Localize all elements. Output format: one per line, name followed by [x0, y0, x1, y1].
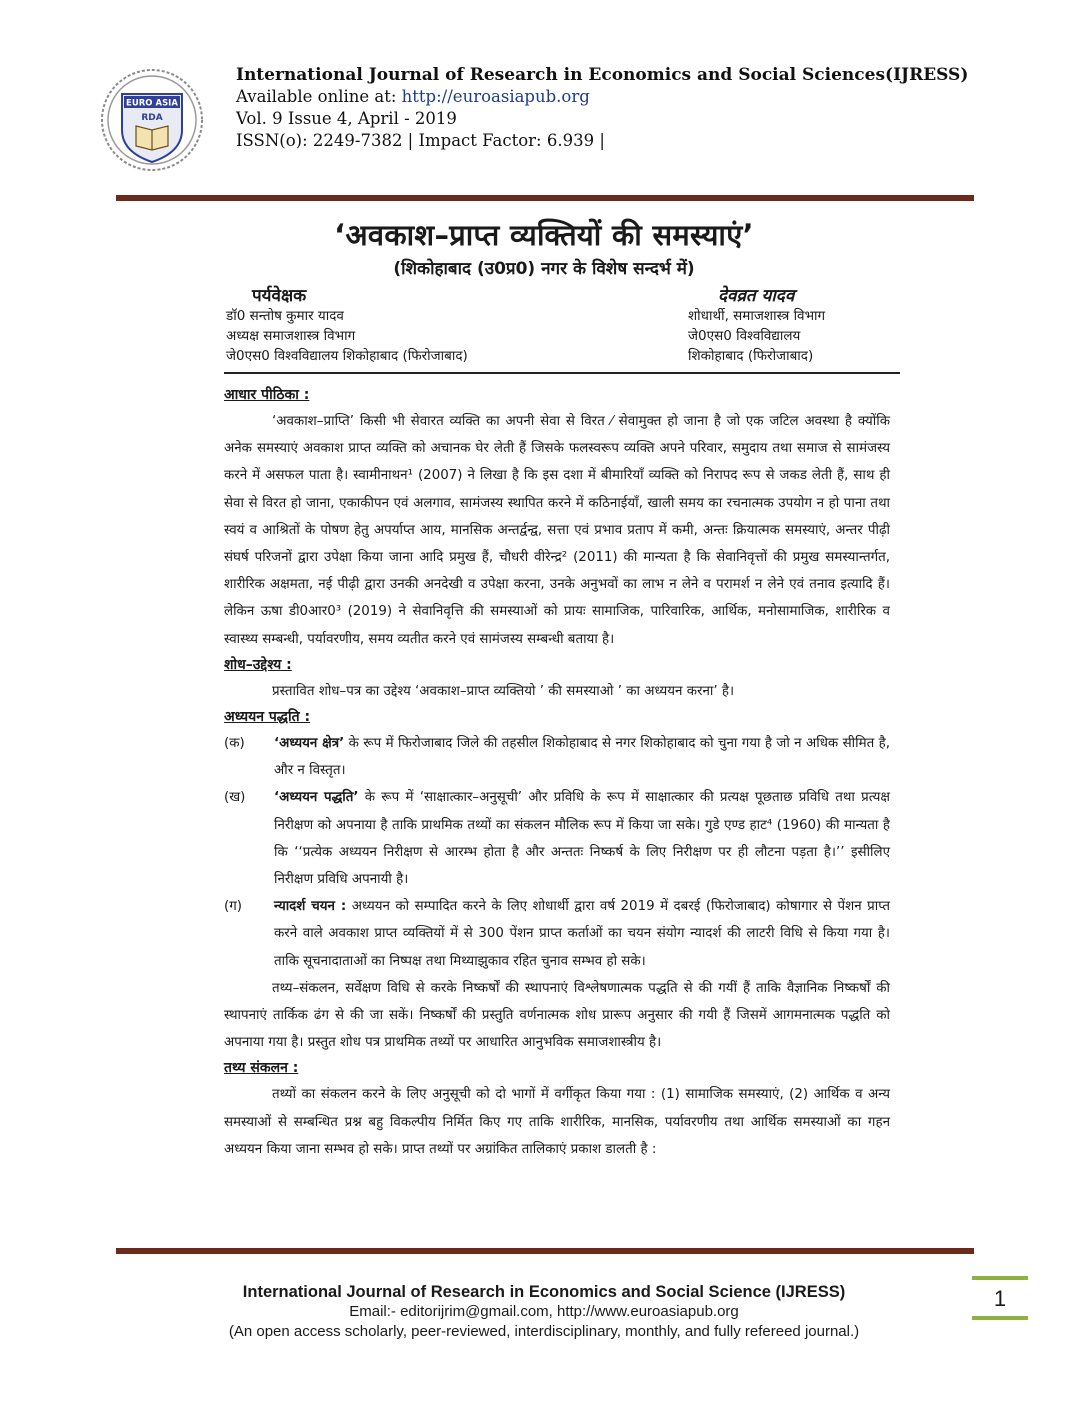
journal-url-link[interactable]: http://euroasiapub.org: [401, 87, 590, 106]
journal-header: [236, 64, 968, 152]
list-item: [224, 784, 890, 893]
researcher-designation: शोधार्थी, समाजशास्त्र विभाग: [688, 308, 826, 324]
list-item-term: न्यादर्श चयन :: [274, 899, 347, 915]
paper-subtitle: (शिकोहाबाद (उ0प्र0) नगर के विशेष सन्दर्भ में): [393, 259, 695, 279]
researcher-location: शिकोहाबाद (फिरोजाबाद): [688, 348, 814, 364]
logo-text-line1: EURO ASIA: [126, 98, 178, 109]
issn-line: ISSN(o): 2249-7382 | Impact Factor: 6.939 |: [236, 131, 605, 150]
paper-body: [224, 383, 890, 1163]
footer-divider: [116, 1248, 974, 1254]
journal-seal-logo-icon: [100, 68, 204, 172]
list-item-term: ‘अध्ययन पद्धति’: [274, 790, 359, 806]
header-divider: [116, 195, 974, 201]
list-item-text: न्यादर्श चयन : अध्ययन को सम्पादित करने के लिए शोधार्थी द्वारा वर्ष 2019 में दबरई (फिरोजाबाद) कोषागार से पेंशन प्राप्त करने वाले अवकाश प्राप्त व्यक्तियों में से 300 पेंशन प्राप्त कर्ताओं का चयन संयोग न्यादर्श की लाटरी विधि से किया गया है। ताकि सूचनादाताओं का निष्पक्ष तथा मिथ्याझुकाव रहित चुनाव सम्भव हो सके।: [274, 899, 891, 969]
researcher-block: [688, 306, 825, 366]
section-heading-objective: शोध–उद्देश्य :: [224, 656, 292, 673]
paper-title: ‘अवकाश–प्राप्त व्यक्तियों की समस्याएं’: [334, 218, 754, 252]
list-item-label: (ख): [224, 790, 246, 806]
supervisor-name: डॉ0 सन्तोष कुमार यादव: [226, 308, 344, 324]
objective-paragraph: प्रस्तावित शोध–पत्र का उद्देश्य ‘अवकाश–प्राप्त व्यक्तियो ’ की समस्याओ ’ का अध्ययन करना’ है।: [272, 683, 735, 699]
list-item-label: (ग): [224, 899, 242, 915]
list-item-text: ‘अध्ययन क्षेत्र’ के रूप में फिरोजाबाद जिले की तहसील शिकोहाबाद से नगर शिकोहाबाद को चुना गया है जो न अधिक सीमित है, और न विस्तृत।: [274, 736, 890, 779]
analysis-paragraph: तथ्य–संकलन, सर्वेक्षण विधि से करके निष्कर्षों की स्थापनाएं विश्लेषणात्मक पद्धति से की गयीं हैं ताकि वैज्ञानिक निष्कर्षों की स्थापनाएं तार्किक ढंग से की जा सकें। निष्कर्षों की प्रस्तुति वर्णनात्मक शोध प्रारूप अनुसार की गयी हैं जिसमें आगमनात्मक पद्धति को अपनाया गया है। प्रस्तुत शोध पत्र प्राथमिक तथ्यों पर आधारित आनुभविक समाजशास्त्रीय है।: [224, 980, 890, 1051]
list-item: [224, 893, 890, 975]
journal-title: International Journal of Research in Economics and Social Sciences(IJRESS): [236, 65, 969, 85]
list-item-text: ‘अध्ययन पद्धति’ के रूप में ‘साक्षात्कार–अनुसूची’ और प्रविधि के रूप में साक्षात्कार की प्रत्यक्ष पूछताछ प्रविधि तथा प्रत्यक्ष निरीक्षण को अपनाया है ताकि प्राथमिक तथ्यों का संकलन मौलिक रूप में किया जा सके। गुडे एण्ड हाट⁴ (1960) की मान्यता है कि ‘‘प्रत्येक अध्ययन निरीक्षण से आरम्भ होता है और अन्ततः निष्कर्ष के लिए निरीक्षण पर ही लौटना पड़ता है।’’ इसीलिए निरीक्षण प्रविधि अपनायी है।: [274, 790, 890, 888]
researcher-university: जे0एस0 विश्वविद्यालय: [688, 328, 801, 344]
section-heading-data-collection: तथ्य संकलन :: [224, 1060, 299, 1077]
list-item-term: ‘अध्ययन क्षेत्र’: [274, 736, 345, 752]
footer-email: Email:- editorijrim@gmail.com, http://www.euroasiapub.org: [349, 1303, 739, 1320]
footer-note: (An open access scholarly, peer-reviewed, interdisciplinary, monthly, and fully refereed journal.): [228, 1323, 860, 1340]
section-heading-background: आधार पीठिका :: [224, 387, 310, 403]
list-item: [224, 730, 890, 784]
researcher-name: देवव्रत यादव: [718, 286, 795, 306]
availability-line: [236, 86, 968, 108]
supervisor-affiliation: जे0एस0 विश्वविद्यालय शिकोहाबाद (फिरोजाबाद): [226, 348, 468, 364]
background-paragraph: ‘अवकाश–प्राप्ति’ किसी भी सेवारत व्यक्ति का अपनी सेवा से विरत ⁄ सेवामुक्त हो जाना है जो एक जटिल अवस्था है क्योंकि अनेक समस्याएं अवकाश प्राप्त व्यक्ति को अचानक घेर लेती हैं जिसके फलस्वरूप व्यक्ति अपने परिवार, समुदाय तथा समाज से सामंजस्य करने में असफल पाता है। स्वामीनाथन¹ (2007) ने लिखा है कि इस दशा में बीमारियाँ व्यक्ति को निरापद रूप से जकड लेती हैं, साथ ही सेवा से विरत हो जाना, एकाकीपन एवं अलगाव, सामंजस्य स्थापित करने में कठिनाईयाँ, खाली समय का रचनात्मक उपयोग न हो पाना तथा स्वयं व आश्रितों के पोषण हेतु अपर्याप्त आय, मानसिक अन्तर्द्वन्द्व, सत्ता एवं प्रभाव प्रताप में कमी, अन्तः क्रियात्मक समस्याएं, अन्तर पीढ़ी संघर्ष परिजनों द्वारा उपेक्षा किया जाना आदि प्रमुख हैं, चौधरी वीरेन्द्र² (2011) की मान्यता है कि सेवानिवृत्तों की प्रमुख समस्यान्तर्गत, शारीरिक अक्षमता, नई पीढ़ी द्वारा उनकी अनदेखी व उपेक्षा करना, उनके अनुभवों का लाभ न लेने व परामर्श न लेने एवं तनाव इत्यादि हैं। लेकिन ऊषा डी0आर0³ (2019) ने सेवानिवृत्ति की समस्याओं को प्रायः सामाजिक, पारिवारिक, आर्थिक, मनोसामाजिक, शारीरिक व स्वास्थ्य सम्बन्धी, पर्यावरणीय, समय व्यतीत करने एवं सामंजस्य सम्बन्धी बताया है।: [224, 414, 890, 647]
author-divider: [224, 372, 900, 374]
section-heading-methodology: अध्ययन पद्धति :: [224, 709, 311, 726]
data-collection-paragraph: तथ्यों का संकलन करने के लिए अनुसूची को दो भागों में वर्गीकृत किया गया : (1) सामाजिक समस्याएं, (2) आर्थिक व अन्य समस्याओं से सम्बन्धित प्रश्न बहु विकल्पीय निर्मित किए गए ताकि शारीरिक, मानसिक, पर्यावरणीय तथा आर्थिक समस्याओं का गहन अध्ययन किया जाना सम्भव हो सके। प्राप्त तथ्यों पर अग्रांकित तालिकाएं प्रकाश डालती है :: [224, 1087, 890, 1157]
supervisor-block: [226, 306, 468, 366]
footer: [0, 1282, 1088, 1342]
supervisor-role: पर्यवेक्षक: [252, 286, 307, 306]
list-item-label: (क): [224, 736, 245, 752]
page-number: 1: [972, 1276, 1028, 1320]
volume-line: Vol. 9 Issue 4, April - 2019: [236, 109, 457, 128]
supervisor-designation: अध्यक्ष समाजशास्त्र विभाग: [226, 328, 356, 344]
available-label: Available online at:: [236, 87, 402, 106]
logo-text-line2: RDA: [141, 113, 163, 123]
footer-journal-title: International Journal of Research in Economics and Social Science (IJRESS): [242, 1283, 846, 1301]
